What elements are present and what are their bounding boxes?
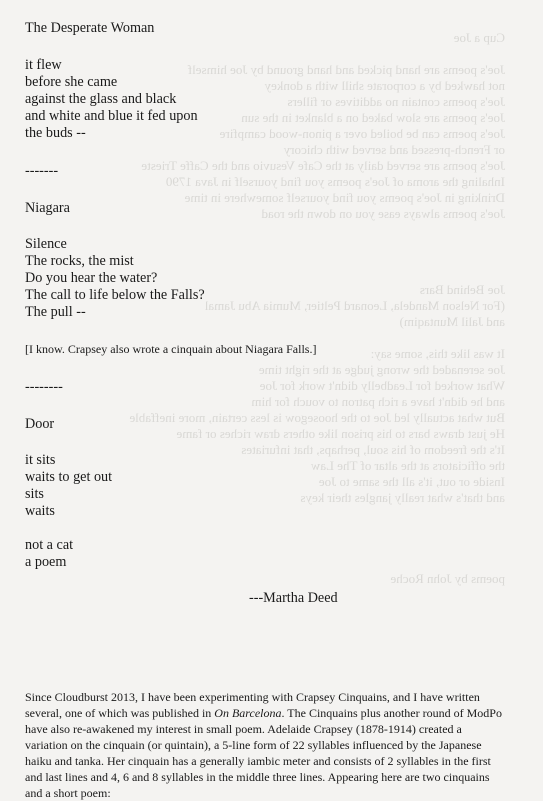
poem-line: a poem bbox=[25, 554, 67, 570]
poem-line: waits to get out bbox=[25, 469, 113, 485]
paragraph-line bbox=[25, 705, 525, 721]
paragraph-line: haiku and tanka. Her cinquain has a generally iambic meter and consists of 2 syllables in the first bbox=[25, 754, 491, 768]
poem-line: sits bbox=[25, 486, 44, 502]
poem-title-door: Door bbox=[25, 416, 55, 432]
separator: -------- bbox=[25, 379, 63, 395]
poem-line: it flew bbox=[25, 57, 62, 73]
poem-line: before she came bbox=[25, 74, 118, 90]
publication-title: On Barcelona bbox=[214, 706, 282, 720]
poem-line: waits bbox=[25, 503, 55, 519]
poem-line: it sits bbox=[25, 452, 56, 468]
editorial-note: [I know. Crapsey also wrote a cinquain about Niagara Falls.] bbox=[25, 342, 317, 356]
paragraph-text: several, one of which was published in bbox=[25, 706, 215, 720]
paragraph-line: have also re-awakened my interest in small poem. Adelaide Crapsey (1878-1914) created a bbox=[25, 722, 462, 736]
poem-line: Silence bbox=[25, 236, 67, 252]
poem-line: and white and blue it fed upon bbox=[25, 108, 198, 124]
intro-paragraph bbox=[25, 689, 525, 801]
paragraph-line: variation on the cinquain (or quintain), a 5-line form of 22 syllables influenced by the Japanese bbox=[25, 738, 482, 752]
poem-title-niagara: Niagara bbox=[25, 200, 70, 216]
poem-title-desperate-woman: The Desperate Woman bbox=[25, 20, 155, 36]
paragraph-text: . The Cinquains plus another round of ModPo bbox=[281, 706, 502, 720]
poem-line: the buds -- bbox=[25, 125, 86, 141]
reverse-page-bleed-through: Cup a Joe Joe's poems are hand picked and hand ground by Joe himself not hawked by a corporate shill with a donkey Joe's poems contain no additives or fillers Joe's poems are slow baked on a blanket in the sun Joe's poems can be boiled over a pinon-wood campfire or French-pressed and served with chicory Joe's poems are served daily at the Cafe Vesuvio and the Caffe Trieste Inhaling the aroma of Joe's poems you find yourself in Java 1790 Drinking in Joe's poems you find yourself somewhere in time Joe's poems always ease you on down the road Joe Behind Bars (For Nelson Mandela, Leonard Peltier, Mumia Abu Jamal and Jalil Muntaqim) It was like this, some say: Joe serenaded the wrong judge at the right time What worked for Leadbelly didn't work for Joe and he didn't have a rich patron to vouch for him But what actually led Joe to the hoosegow is less certain, more ineffable He just draws bars to his prison like others draw riches or fame It's the freedom of his soul, perhaps, that infuriates the officiators at the altar of The Law Inside or out, it's all the same to Joe and that's what really jangles their keys poems by John Roche bbox=[129, 30, 505, 586]
poem-line: The pull -- bbox=[25, 304, 86, 320]
author-signature: ---Martha Deed bbox=[249, 590, 338, 606]
paragraph-line: Since Cloudburst 2013, I have been experimenting with Crapsey Cinquains, and I have written bbox=[25, 690, 480, 704]
poem-line: The call to life below the Falls? bbox=[25, 287, 205, 303]
poem-line: against the glass and black bbox=[25, 91, 177, 107]
paragraph-line: and last lines and 4, 6 and 8 syllables in the middle three lines. Appearing here are two cinquains bbox=[25, 770, 490, 784]
paragraph-line: and a short poem: bbox=[25, 786, 111, 800]
poem-line: not a cat bbox=[25, 537, 74, 553]
poem-line: The rocks, the mist bbox=[25, 253, 134, 269]
separator: ------- bbox=[25, 163, 59, 179]
poem-line: Do you hear the water? bbox=[25, 270, 158, 286]
